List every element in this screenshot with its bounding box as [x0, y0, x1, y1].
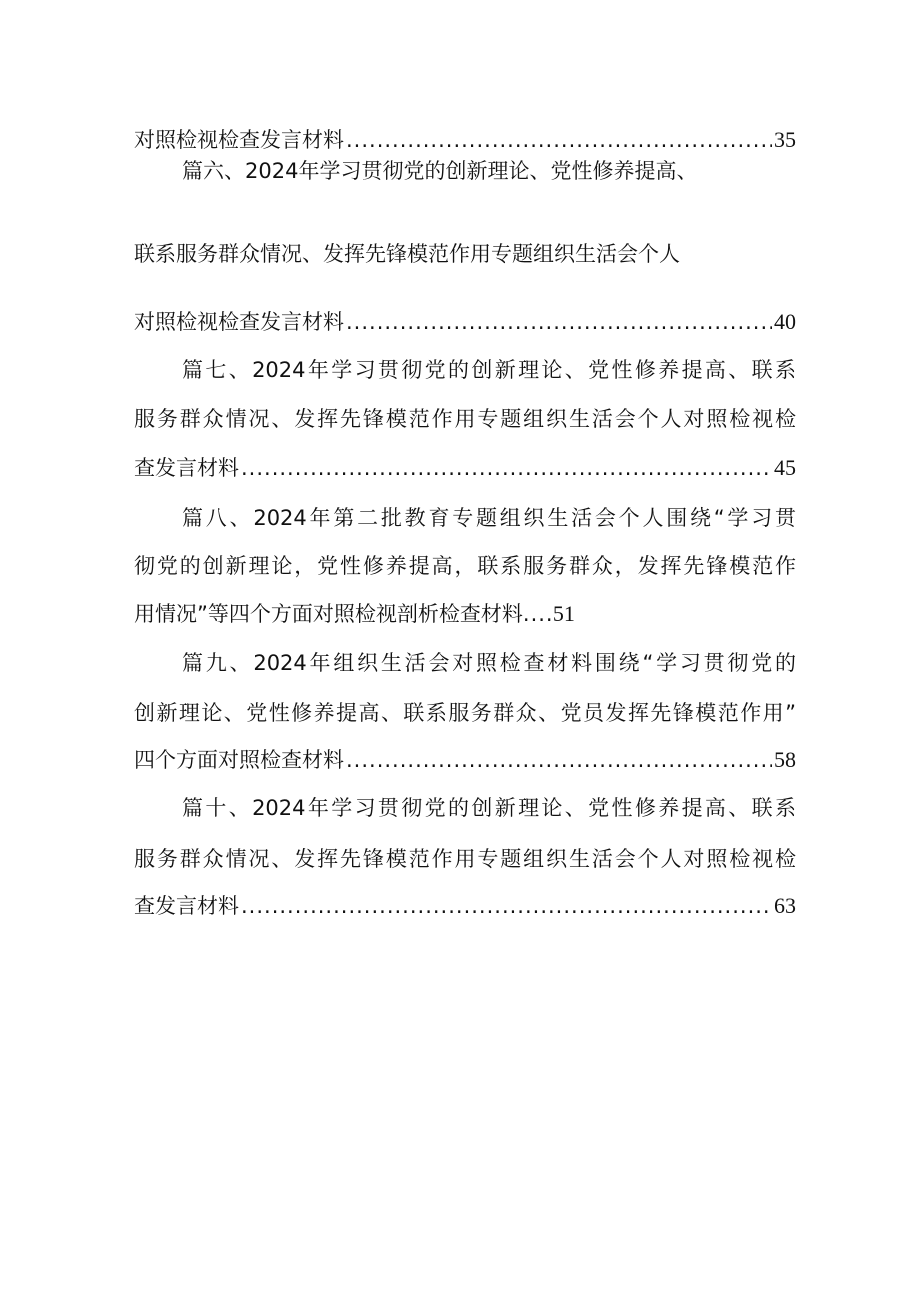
toc-entry-7-line-1[interactable]: 篇七、2024年学习贯彻党的创新理论、党性修养提高、联系	[182, 358, 796, 382]
toc-entry-9-line-2[interactable]: 创新理论、党性修养提高、联系服务群众、党员发挥先锋模范作用”	[134, 701, 796, 725]
toc-page-number: 45	[774, 455, 796, 480]
toc-entry-7-line-2[interactable]: 服务群众情况、发挥先锋模范作用专题组织生活会个人对照检视检	[134, 407, 796, 431]
toc-page-number: 51	[552, 601, 575, 626]
toc-entry-8-line-2[interactable]: 彻党的创新理论，党性修养提高，联系服务群众，发挥先锋模范作	[134, 554, 796, 578]
toc-leader-dots	[241, 890, 772, 922]
toc-entry-title: 查发言材料	[134, 894, 239, 918]
toc-entry-title: 对照检视检查发言材料	[134, 310, 344, 334]
toc-entry-6-line-3[interactable]	[134, 306, 796, 338]
toc-entry-8-line-3[interactable]	[134, 598, 796, 630]
toc-entry-title: 对照检视检查发言材料	[134, 128, 344, 152]
toc-entry-9-line-1[interactable]: 篇九、2024年组织生活会对照检查材料围绕“学习贯彻党的	[182, 651, 796, 675]
toc-entry-title: 四个方面对照检查材料	[134, 748, 344, 772]
toc-leader-dots	[346, 306, 772, 338]
toc-leader-dots	[346, 744, 772, 776]
toc-entry-10-line-1[interactable]: 篇十、2024年学习贯彻党的创新理论、党性修养提高、联系	[182, 796, 796, 820]
toc-entry-9-line-3[interactable]	[134, 744, 796, 776]
toc-entry-title: 用情况”等四个方面对照检视剖析检查材料	[134, 602, 523, 626]
toc-leader-dots	[346, 124, 772, 156]
toc-leader-dots	[241, 452, 772, 484]
toc-entry-title: 查发言材料	[134, 456, 239, 480]
toc-entry-6-line-1[interactable]: 篇六、2024年学习贯彻党的创新理论、党性修养提高、	[182, 159, 698, 183]
toc-entry-5-line[interactable]	[134, 124, 796, 156]
toc-page-number: 58	[774, 747, 796, 772]
toc-entry-6-line-2[interactable]: 联系服务群众情况、发挥先锋模范作用专题组织生活会个人	[134, 242, 680, 266]
toc-entry-7-line-3[interactable]	[134, 452, 796, 484]
toc-entry-10-line-3[interactable]	[134, 890, 796, 922]
toc-leader-dots	[523, 598, 553, 630]
toc-page-number: 40	[774, 309, 796, 334]
toc-page-number: 35	[774, 127, 796, 152]
toc-entry-10-line-2[interactable]: 服务群众情况、发挥先锋模范作用专题组织生活会个人对照检视检	[134, 847, 796, 871]
toc-page-number: 63	[774, 893, 796, 918]
toc-entry-8-line-1[interactable]: 篇八、2024年第二批教育专题组织生活会个人围绕“学习贯	[182, 506, 796, 530]
